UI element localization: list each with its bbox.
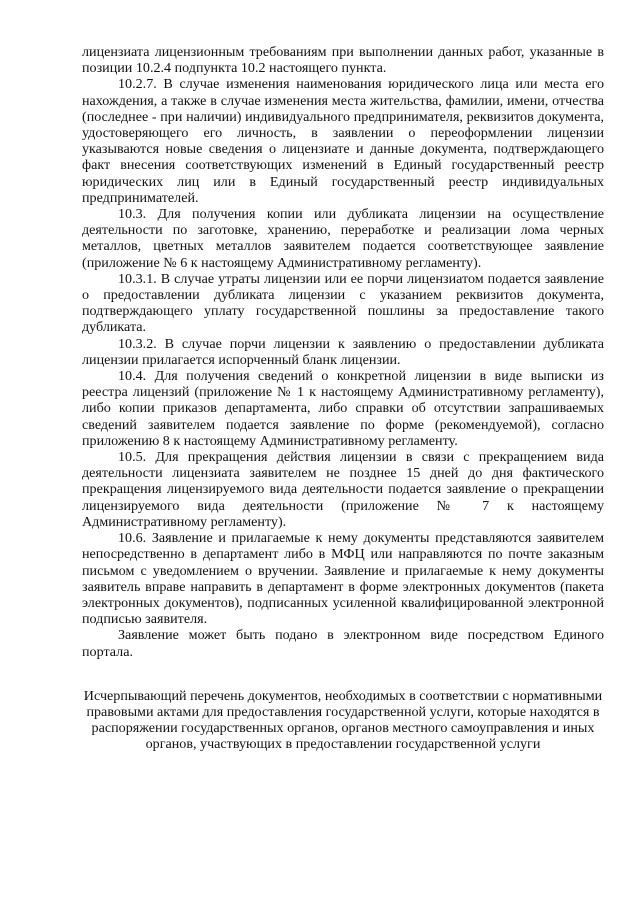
document-page: [82, 44, 604, 753]
section-heading: Исчерпывающий перечень документов, необходимых в соответствии с нормативными правовыми актами для предоставления государственной услуги, которые находятся в распоряжении государственных органов, органов местного самоуправления и иных органов, участвующих в предоставлении государственной услуги: [83, 687, 603, 753]
paragraph-10-3: 10.3. Для получения копии или дубликата лицензии на осуществление деятельности по заготовке, хранению, переработке и реализации лома черных металлов, цветных металлов заявителем подается соответствующее заявление (приложение № 6 к настоящему Административному регламенту).: [82, 206, 604, 271]
paragraph-10-6: 10.6. Заявление и прилагаемые к нему документы представляются заявителем непосредственно в департамент либо в МФЦ или направляются по почте заказным письмом с уведомлением о вручении. Заявление и прилагаемые к нему документы заявитель вправе направить в департамент в форме электронных документов (пакета электронных документов), подписанных усиленной квалифицированной электронной подписью заявителя.: [82, 530, 604, 628]
paragraph-10-5: 10.5. Для прекращения действия лицензии в связи с прекращением вида деятельности лицензиата заявителем не позднее 15 дней до дня фактического прекращения лицензируемого вида деятельности подается заявление о прекращении лицензируемого вида деятельности (приложение № 7 к настоящему Административному регламенту).: [82, 449, 604, 530]
paragraph-10-3-1: 10.3.1. В случае утраты лицензии или ее порчи лицензиатом подается заявление о предоставлении дубликата лицензии с указанием реквизитов документа, подтверждающего уплату государственной пошлины за предоставление такого дубликата.: [82, 270, 604, 336]
paragraph-10-2-7: 10.2.7. В случае изменения наименования юридического лица или места его нахождения, а также в случае изменения места жительства, фамилии, имени, отчества (последнее - при наличии) индивидуального предпринимателя, реквизитов документа, удостоверяющего его личность, в заявлении о переоформлении лицензии указываются новые сведения о лицензиате и данные документа, подтверждающего факт внесения соответствующих изменений в Единый государственный реестр юридических лиц или в Единый государственный реестр индивидуальных предпринимателей.: [82, 76, 604, 206]
paragraph-continuation: лицензиата лицензионным требованиям при выполнении данных работ, указанные в позиции 10.2.4 подпункта 10.2 настоящего пункта.: [82, 44, 604, 77]
paragraph-electronic-submission: Заявление может быть подано в электронном виде посредством Единого портала.: [82, 627, 604, 660]
paragraph-10-3-2: 10.3.2. В случае порчи лицензии к заявлению о предоставлении дубликата лицензии прилагается испорченный бланк лицензии.: [82, 335, 604, 368]
paragraph-10-4: 10.4. Для получения сведений о конкретной лицензии в виде выписки из реестра лицензий (приложение № 1 к настоящему Административному регламенту), либо копии приказов департамента, либо справки об отсутствии запрашиваемых сведений заявителем подается заявление по форме (рекомендуемой), согласно приложению 8 к настоящему Административному регламенту.: [82, 368, 604, 449]
